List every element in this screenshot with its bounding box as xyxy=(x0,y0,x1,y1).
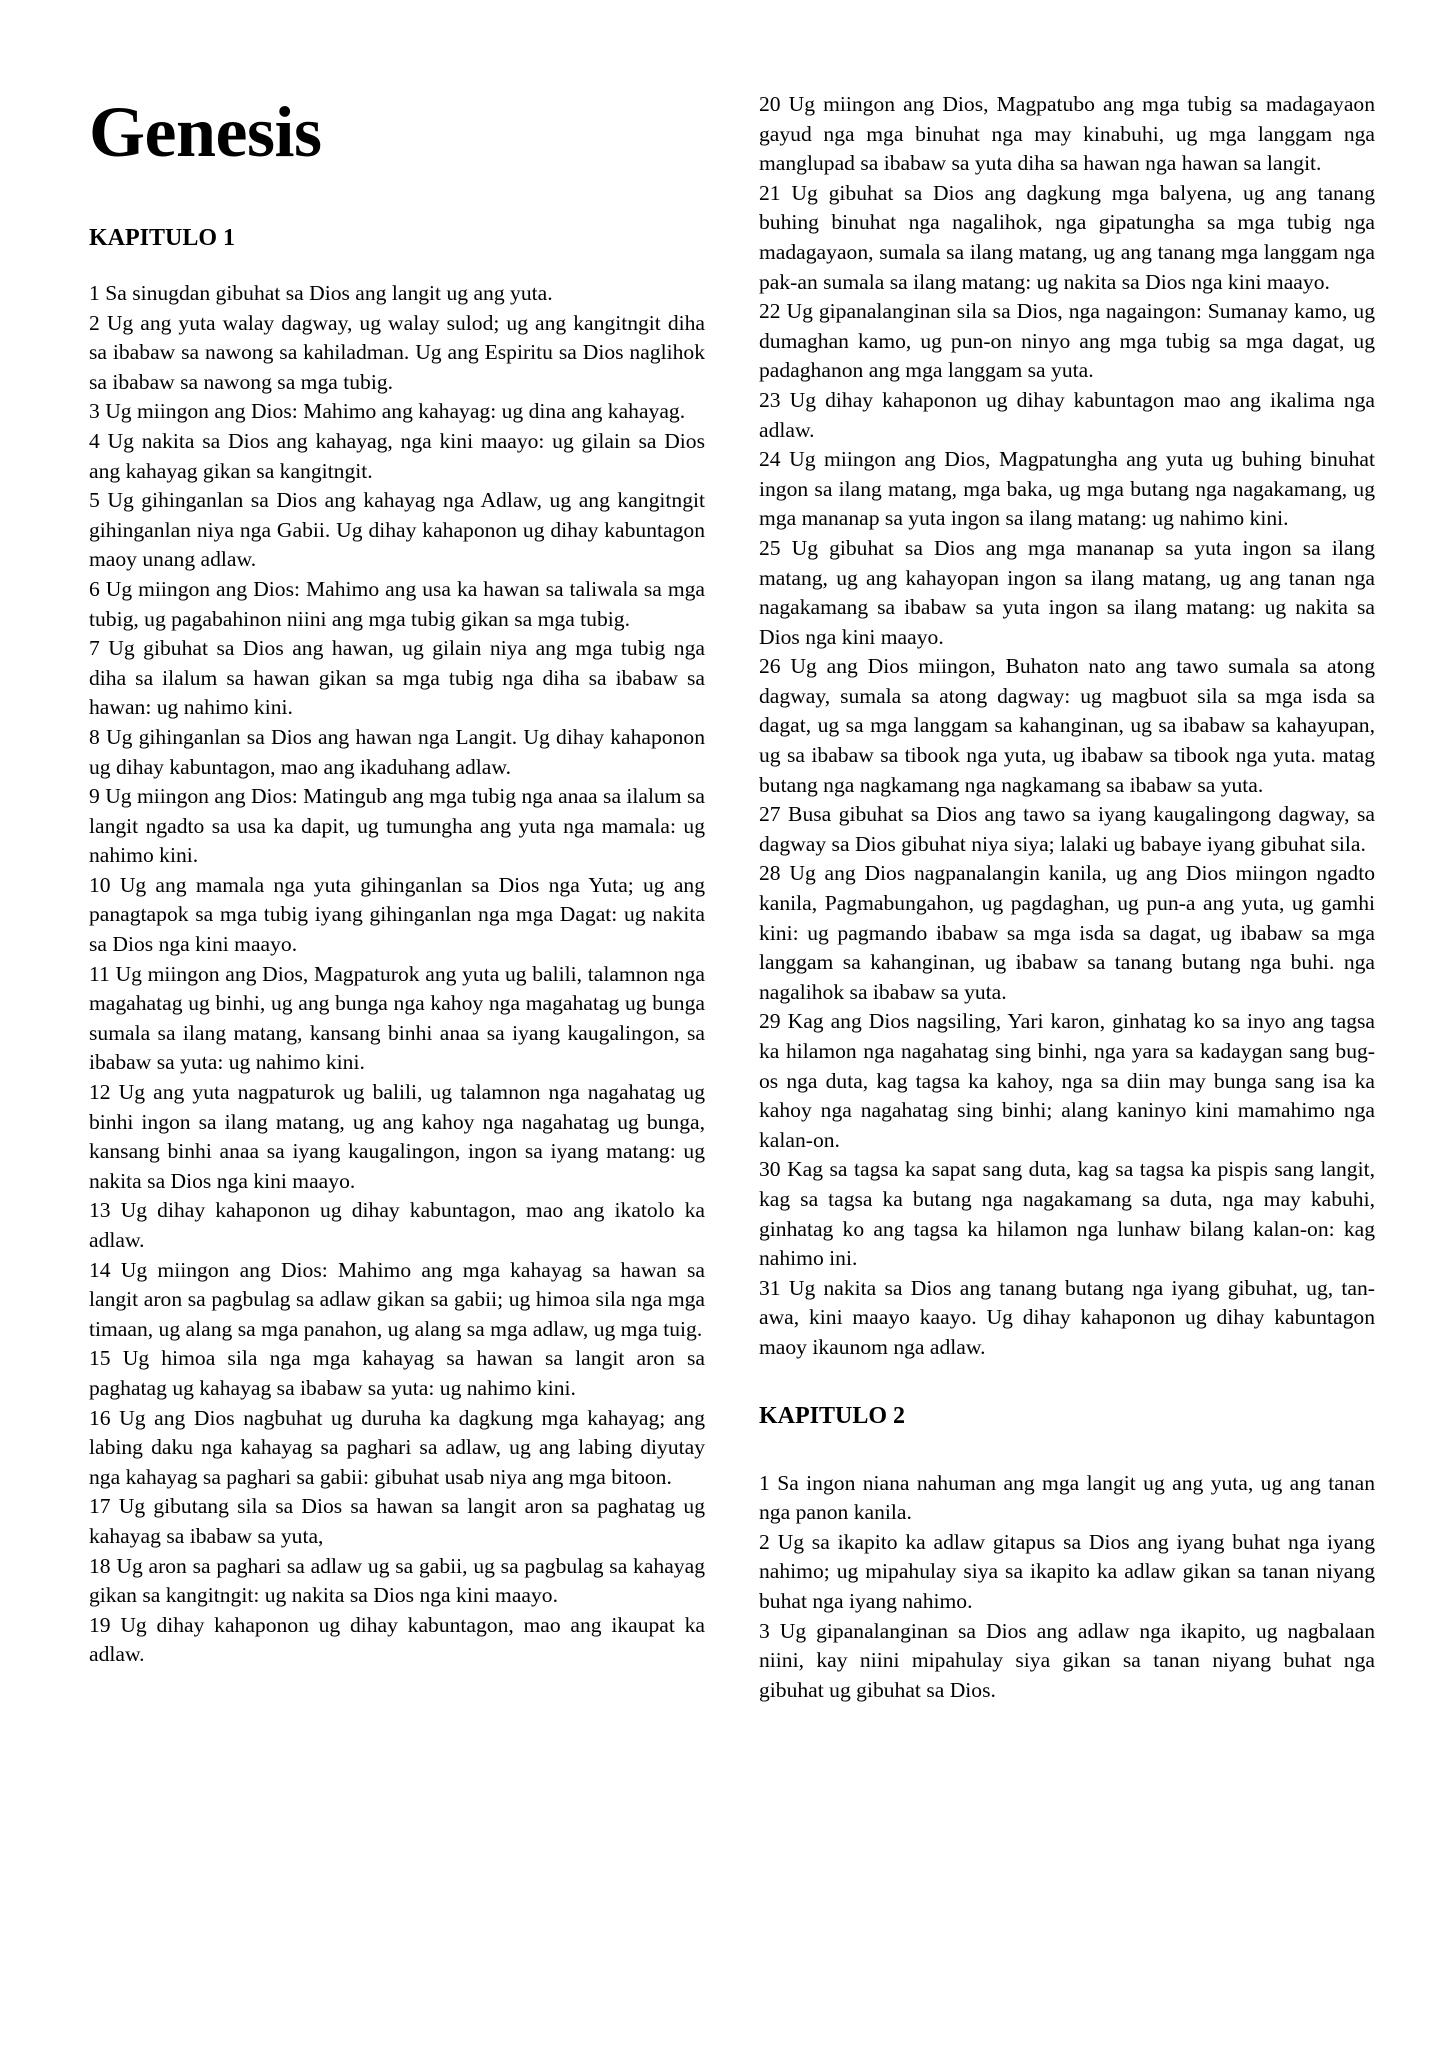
verse: 29 Kag ang Dios nagsiling, Yari karon, ginhatag ko sa inyo ang tagsa ka hilamon nga nagahatag sing binhi, nga yara sa kadaygan sang bug-os nga duta, kag tagsa ka kahoy, nga sa diin may bunga sang isa ka kahoy nga nagahatag sing binhi; alang kaninyo kini mamahimo nga kalan-on. xyxy=(759,1009,1375,1152)
verse: 17 Ug gibutang sila sa Dios sa hawan sa langit aron sa paghatag ug kahayag sa ibabaw sa yuta, xyxy=(89,1494,705,1548)
verse: 16 Ug ang Dios nagbuhat ug duruha ka dagkung mga kahayag; ang labing daku nga kahayag sa paghari sa adlaw, ug ang labing diyutay nga kahayag sa paghari sa gabii: gibuhat usab niya ang mga bitoon. xyxy=(89,1405,705,1489)
verse: 30 Kag sa tagsa ka sapat sang duta, kag sa tagsa ka pispis sang langit, kag sa tagsa ka butang nga nagakamang sa duta, nga may kabuhi, ginhatag ko ang tagsa ka hilamon nga lunhaw bilang kalan-on: kag nahimo ini. xyxy=(759,1157,1375,1271)
verse: 27 Busa gibuhat sa Dios ang tawo sa iyang kaugalingong dagway, sa dagway sa Dios gibuhat niya siya; lalaki ug babaye iyang gibuhat sila. xyxy=(759,802,1375,856)
verse: 12 Ug ang yuta nagpaturok ug balili, ug talamnon nga nagahatag ug binhi ingon sa ilang matang, ug ang kahoy nga nagahatag ug bunga, kansang binhi anaa sa iyang kaugalingon, ingon sa iyang matang: ug nakita sa Dios nga kini maayo. xyxy=(89,1080,705,1193)
verse: 14 Ug miingon ang Dios: Mahimo ang mga kahayag sa hawan sa langit aron sa pagbulag sa adlaw gikan sa gabii; ug himoa sila nga mga timaan, ug alang sa mga panahon, ug alang sa mga adlaw, ug mga tuig. xyxy=(89,1257,705,1341)
verse: 25 Ug gibuhat sa Dios ang mga mananap sa yuta ingon sa ilang matang, ug ang kahayopan ingon sa ilang matang, ug ang tanan nga nagakamang sa ibabaw sa yuta ingon sa ilang matang: ug nakita sa Dios nga kini maayo. xyxy=(759,535,1375,649)
verse: 21 Ug gibuhat sa Dios ang dagkung mga balyena, ug ang tanang buhing binuhat nga nagalihok, nga gipatungha sa mga tubig nga madagayaon, sumala sa ilang matang, ug ang tanang mga langgam nga pak-an sumala sa ilang matang: ug nakita sa Dios nga kini maayo. xyxy=(759,180,1375,294)
verse: 2 Ug sa ikapito ka adlaw gitapus sa Dios ang iyang buhat nga iyang nahimo; ug mipahulay siya sa ikapito ka adlaw gikan sa tanan niyang buhat nga iyang nahimo. xyxy=(759,1529,1375,1613)
verse-list-chapter-2 xyxy=(759,1469,1375,1706)
verse: 1 Sa sinugdan gibuhat sa Dios ang langit ug ang yuta. xyxy=(89,281,553,305)
verse: 6 Ug miingon ang Dios: Mahimo ang usa ka hawan sa taliwala sa mga tubig, ug pagabahinon niini ang mga tubig gikan sa mga tubig. xyxy=(89,576,705,631)
chapter-heading-2: KAPITULO 2 xyxy=(759,1402,906,1429)
verse-list-chapter-1-left xyxy=(89,279,705,1670)
verse: 3 Ug miingon ang Dios: Mahimo ang kahayag: ug dina ang kahayag. xyxy=(89,399,686,424)
verse: 19 Ug dihay kahaponon ug dihay kabuntagon, mao ang ikaupat ka adlaw. xyxy=(89,1612,705,1667)
verse: 18 Ug aron sa paghari sa adlaw ug sa gabii, ug sa pagbulag sa kahayag gikan sa kangitngit: ug nakita sa Dios nga kini maayo. xyxy=(89,1553,705,1608)
verse: 1 Sa ingon niana nahuman ang mga langit ug ang yuta, ug ang tanan nga panon kanila. xyxy=(759,1470,1375,1525)
chapter-heading-1: KAPITULO 1 xyxy=(89,225,236,251)
verse: 11 Ug miingon ang Dios, Magpaturok ang yuta ug balili, talamnon nga magahatag ug binhi, ug ang bunga nga kahoy nga magahatag ug bunga sumala sa ilang matang, kansang binhi anaa sa iyang kaugalingon, sa ibabaw sa yuta: ug nahimo kini. xyxy=(89,961,705,1075)
verse: 26 Ug ang Dios miingon, Buhaton nato ang tawo sumala sa atong dagway, sumala sa atong dagway: ug magbuot sila sa mga isda sa dagat, ug sa mga langgam sa kahanginan, ug sa ibabaw sa kahayupan, ug sa ibabaw sa tibook nga yuta, ug ibabaw sa tibook nga yuta. matag butang nga nagkamang nga nagkamang sa ibabaw sa yuta. xyxy=(759,654,1375,797)
verse: 9 Ug miingon ang Dios: Matingub ang mga tubig nga anaa sa ilalum sa langit ngadto sa usa ka dapit, ug tumungha ang yuta nga mamala: ug nahimo kini. xyxy=(89,784,705,868)
verse: 15 Ug himoa sila nga mga kahayag sa hawan sa langit aron sa paghatag ug kahayag sa ibabaw sa yuta: ug nahimo kini. xyxy=(89,1346,705,1400)
verse: 20 Ug miingon ang Dios, Magpatubo ang mga tubig sa madagayaon gayud nga mga binuhat nga may kinabuhi, ug mga langgam nga manglupad sa ibabaw sa yuta diha sa hawan nga hawan sa langit. xyxy=(759,92,1375,176)
verse: 23 Ug dihay kahaponon ug dihay kabuntagon mao ang ikalima nga adlaw. xyxy=(759,387,1375,442)
verse: 22 Ug gipanalanginan sila sa Dios, nga nagaingon: Sumanay kamo, ug dumaghan kamo, ug pun-on ninyo ang mga tubig sa mga dagat, ug padaghanon ang mga langgam sa yuta. xyxy=(759,299,1375,383)
right-column xyxy=(759,90,1375,1705)
verse: 28 Ug ang Dios nagpanalangin kanila, ug ang Dios miingon ngadto kanila, Pagmabungahon, ug pagdaghan, ug pun-a ang yuta, ug gamhi kini: ug pagmando ibabaw sa mga isda sa dagat, ug ibabaw sa mga langgam sa kahanginan, ug ibabaw sa tanang butang nga buhi. nga nagalihok sa ibabaw sa yuta. xyxy=(759,861,1375,1004)
verse: 8 Ug gihinganlan sa Dios ang hawan nga Langit. Ug dihay kahaponon ug dihay kabuntagon, mao ang ikaduhang adlaw. xyxy=(89,724,705,779)
verse: 13 Ug dihay kahaponon ug dihay kabuntagon, mao ang ikatolo ka adlaw. xyxy=(89,1198,705,1252)
verse: 7 Ug gibuhat sa Dios ang hawan, ug gilain niya ang mga tubig nga diha sa ilalum sa hawan gikan sa mga tubig nga diha sa ibabaw sa hawan: ug nahimo kini. xyxy=(89,636,705,720)
book-title: Genesis xyxy=(89,92,322,172)
verse: 4 Ug nakita sa Dios ang kahayag, nga kini maayo: ug gilain sa Dios ang kahayag gikan sa kangitngit. xyxy=(89,428,705,483)
verse: 3 Ug gipanalanginan sa Dios ang adlaw nga ikapito, ug nagbalaan niini, kay niini mipahulay siya gikan sa tanan niyang buhat nga gibuhat ug gibuhat sa Dios. xyxy=(759,1618,1375,1702)
verse: 31 Ug nakita sa Dios ang tanang butang nga iyang gibuhat, ug, tan-awa, kini maayo kaayo. Ug dihay kahaponon ug dihay kabuntagon maoy ikaunom nga adlaw. xyxy=(759,1275,1375,1359)
verse: 2 Ug ang yuta walay dagway, ug walay sulod; ug ang kangitngit diha sa ibabaw sa nawong sa kahiladman. Ug ang Espiritu sa Dios naglihok sa ibabaw sa nawong sa mga tubig. xyxy=(89,310,705,394)
verse-list-chapter-1-right xyxy=(759,90,1375,1363)
verse: 5 Ug gihinganlan sa Dios ang kahayag nga Adlaw, ug ang kangitngit gihinganlan niya nga Gabii. Ug dihay kahaponon ug dihay kabuntagon maoy unang adlaw. xyxy=(89,488,705,572)
verse: 24 Ug miingon ang Dios, Magpatungha ang yuta ug buhing binuhat ingon sa ilang matang, mga baka, ug mga butang nga nagakamang, ug mga mananap sa yuta ingon sa ilang matang: ug nahimo kini. xyxy=(759,447,1375,531)
verse: 10 Ug ang mamala nga yuta gihinganlan sa Dios nga Yuta; ug ang panagtapok sa mga tubig iyang gihinganlan nga mga Dagat: ug nakita sa Dios nga kini maayo. xyxy=(89,872,705,957)
